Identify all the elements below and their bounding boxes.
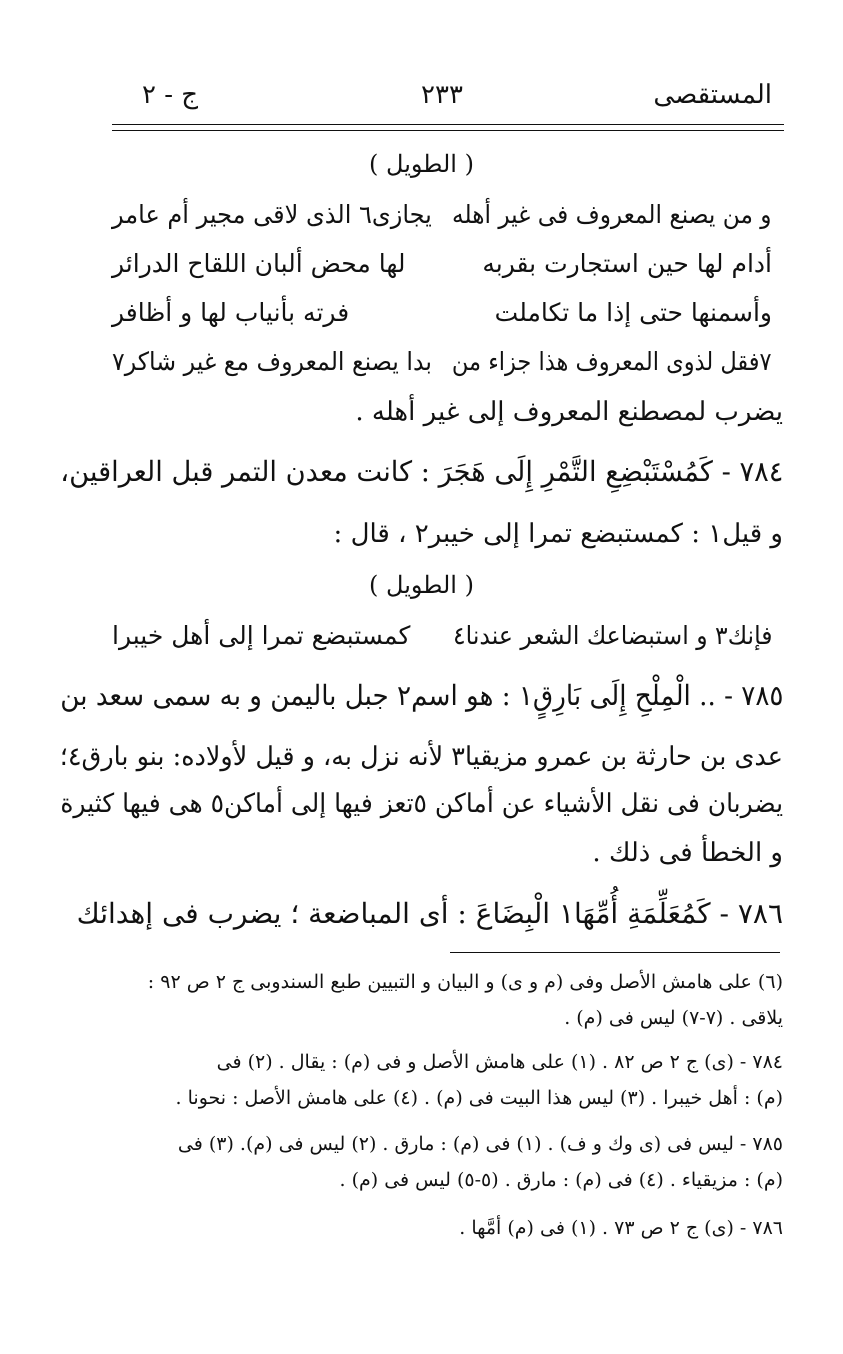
meter-label: ( الطويل )	[369, 571, 474, 599]
proverb-785-text: عدى بن حارثة بن عمرو مزيقيا٣ لأنه نزل به، و قيل لأولاده: بنو بارق٤؛	[59, 742, 783, 772]
footnote-rule	[450, 952, 780, 953]
verse-line	[112, 244, 772, 284]
page-number: ٢٣٣	[421, 80, 463, 110]
footnote-line: يلاقى . (٧-٧) ليس فى (م) .	[564, 1007, 783, 1029]
proverb-785-text: يضربان فى نقل الأشياء عن أماكن ٥تعز فيها إلى أماكن٥ هى فيها كثيرة	[60, 789, 783, 819]
verse-line	[112, 342, 772, 382]
proverb-784-headline: ٧٨٤ - كَمُسْتَبْضِعِ التَّمْرِ إِلَى هَجَرَ : كانت معدن التمر قبل العراقين،	[59, 455, 783, 488]
footnote-line: ٧٨٤ - (ى) ج ٢ ص ٨٢ . (١) على هامش الأصل و فى (م) : يقال . (٢) فى	[216, 1051, 783, 1073]
proverb-786-headline: ٧٨٦ - كَمُعَلِّمَةِ أُمِّهَا١ الْبِضَاعَ : أى المباضعة ؛ يضرب فى إهدائك	[76, 897, 783, 930]
volume-label: ج - ٢	[142, 80, 199, 110]
running-header	[112, 78, 772, 118]
proverb-785-text: و الخطأ فى ذلك .	[592, 838, 783, 868]
proverb-785-headline: ٧٨٥ - .. الْمِلْحِ إِلَى بَارِقٍ١ : هو اسم٢ جبل باليمن و به سمى سعد بن	[59, 679, 783, 712]
footnote-line: (م) : مزيقياء . (٤) فى (م) : مارق . (٥-٥) ليس فى (م) .	[339, 1169, 783, 1191]
footnote-line: ٧٨٦ - (ى) ج ٢ ص ٧٣ . (١) فى (م) أمَّها .	[459, 1217, 783, 1239]
verse-second-hemistich: لها محض ألبان اللقاح الدرائر	[112, 249, 406, 278]
proverb-784-text: و قيل١ : كمستبضع تمرا إلى خيبر٢ ، قال :	[333, 519, 783, 549]
verse-second-hemistich: بدا يصنع المعروف مع غير شاكر٧	[112, 347, 433, 376]
footnote-line: (م) : أهل خيبرا . (٣) ليس هذا البيت فى (م) . (٤) على هامش الأصل : نحونا .	[175, 1087, 783, 1109]
meter-label: ( الطويل )	[369, 150, 474, 178]
verse-line	[112, 293, 772, 333]
header-rule-thick	[112, 124, 784, 125]
verse-first-hemistich: فإنك٣ و استبضاعك الشعر عندنا٤	[452, 621, 772, 650]
verse-line	[112, 616, 772, 656]
verse-second-hemistich: كمستبضع تمرا إلى أهل خيبرا	[112, 621, 411, 650]
verse-first-hemistich: و من يصنع المعروف فى غير أهله	[452, 200, 772, 229]
verse-first-hemistich: أدام لها حين استجارت بقربه	[482, 249, 772, 278]
header-rule-thin	[112, 130, 784, 131]
verse-first-hemistich: وأسمنها حتى إذا ما تكاملت	[494, 298, 772, 327]
verse-second-hemistich: يجازى٦ الذى لاقى مجير أم عامر	[112, 200, 432, 229]
verse-second-hemistich: فرته بأنياب لها و أظافر	[112, 298, 350, 327]
footnote-line: (٦) على هامش الأصل وفى (م و ى) و البيان و التبيين طبع السندوبى ج ٢ ص ٩٢ :	[147, 971, 783, 993]
proverb-usage: يضرب لمصطنع المعروف إلى غير أهله .	[355, 397, 783, 427]
verse-line	[112, 195, 772, 235]
footnote-line: ٧٨٥ - ليس فى (ى وك و ف) . (١) فى (م) : مارق . (٢) ليس فى (م). (٣) فى	[177, 1133, 783, 1155]
verse-first-hemistich: ٧فقل لذوى المعروف هذا جزاء من	[452, 347, 772, 376]
running-title: المستقصى	[653, 80, 772, 110]
